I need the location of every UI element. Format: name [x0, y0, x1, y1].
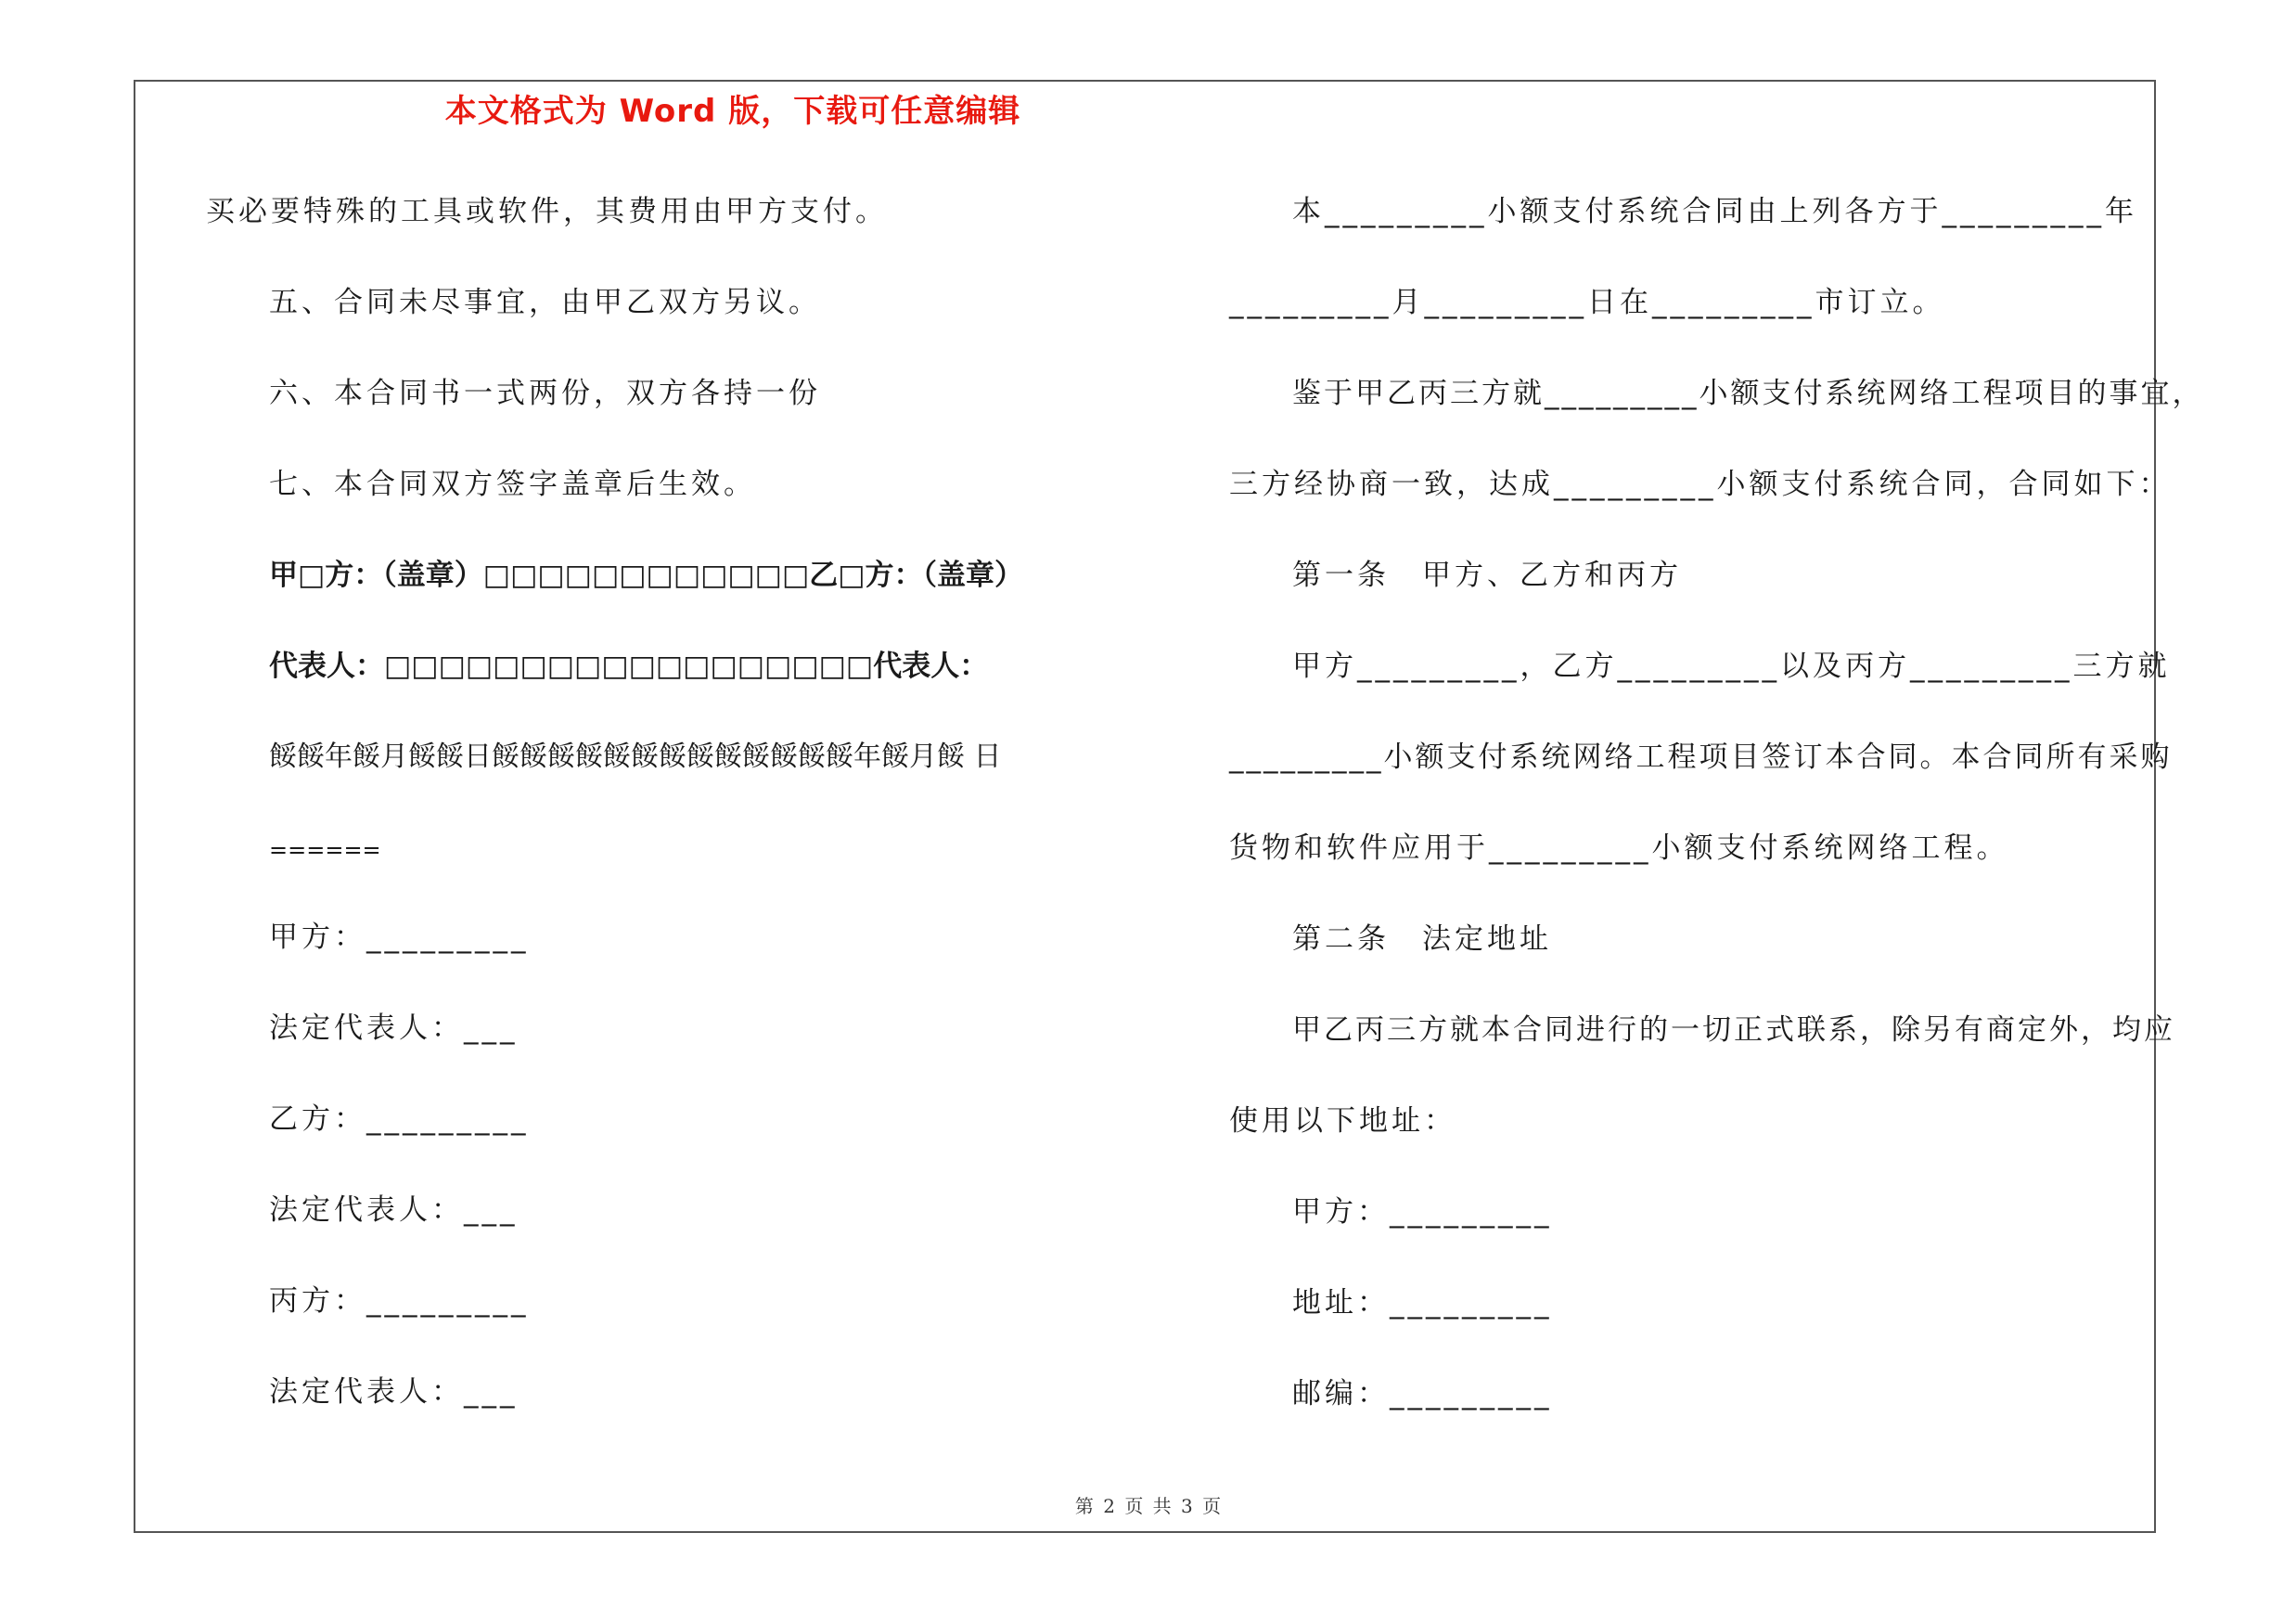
representative-line: 代表人：□□□□□□□□□□□□□□□□□□代表人： — [269, 650, 989, 683]
text-line: 货物和软件应用于_________小额支付系统网络工程。 — [1229, 831, 2009, 865]
legal-rep-field: 法定代表人：___ — [269, 1193, 519, 1227]
page-indicator: 第 2 页 共 3 页 — [1074, 1495, 1222, 1517]
text-line: 买必要特殊的工具或软件，其费用由甲方支付。 — [206, 195, 888, 228]
text-line: 本_________小额支付系统合同由上列各方于_________年 — [1292, 195, 2137, 228]
format-banner: 本文格式为 Word 版，下载可任意编辑 — [444, 93, 1021, 130]
signature-line: 甲□方：（盖章）□□□□□□□□□□□□乙□方：（盖章） — [269, 559, 1024, 592]
party-a-field: 甲方：_________ — [1292, 1195, 1553, 1229]
date-line: 餒餒年餒月餒餒日餒餒餒餒餒餒餒餒餒餒餒餒餒年餒月餒 日 — [269, 741, 1002, 773]
text-line: 七、本合同双方签字盖章后生效。 — [269, 468, 756, 501]
text-line: _________小额支付系统网络工程项目签订本合同。本合同所有采购 — [1229, 741, 2173, 774]
article-heading: 第二条 法定地址 — [1292, 922, 1552, 956]
text-line: 甲乙丙三方就本合同进行的一切正式联系，除另有商定外，均应 — [1292, 1013, 2175, 1047]
separator-line: ====== — [269, 837, 381, 863]
party-c-field: 丙方：_________ — [269, 1284, 530, 1318]
text-line: _________月_________日在_________市订立。 — [1229, 286, 1945, 319]
party-a-field: 甲方：_________ — [269, 921, 530, 954]
legal-rep-field: 法定代表人：___ — [269, 1011, 519, 1045]
text-line: 三方经协商一致，达成_________小额支付系统合同，合同如下： — [1229, 468, 2172, 501]
text-line: 五、合同未尽事宜，由甲乙双方另议。 — [269, 286, 821, 319]
text-line: 甲方_________，乙方_________以及丙方_________三方就 — [1292, 650, 2171, 683]
text-line: 使用以下地址： — [1229, 1104, 1456, 1138]
legal-rep-field: 法定代表人：___ — [269, 1375, 519, 1409]
text-line: 鉴于甲乙丙三方就_________小额支付系统网络工程项目的事宜， — [1292, 377, 2204, 410]
address-field: 地址：_________ — [1292, 1286, 1553, 1320]
party-b-field: 乙方：_________ — [269, 1102, 530, 1136]
text-line: 六、本合同书一式两份，双方各持一份 — [269, 377, 821, 410]
postcode-field: 邮编：_________ — [1292, 1377, 1553, 1410]
article-heading: 第一条 甲方、乙方和丙方 — [1292, 559, 1682, 592]
